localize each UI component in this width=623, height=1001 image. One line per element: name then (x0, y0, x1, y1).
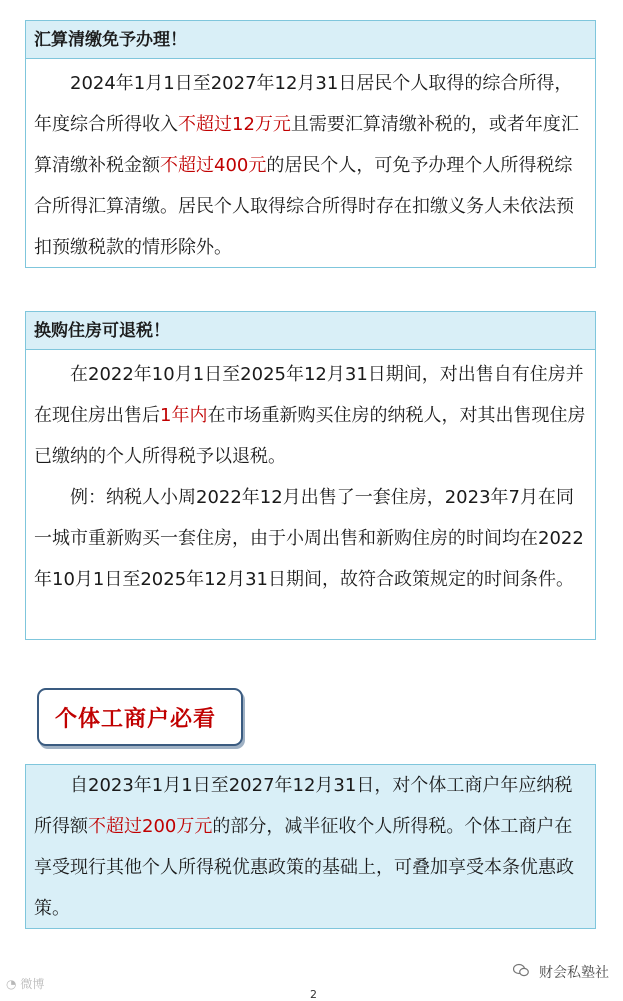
wechat-icon (513, 963, 529, 981)
text-run: 自2023年1月1日至2027年12月31日，对个体工商户年应纳税所得额 (34, 775, 573, 837)
watermark-right-text: 财会私塾社 (539, 965, 609, 981)
section-individual-business (25, 764, 596, 929)
section-housing-refund (25, 311, 596, 640)
watermark-right (513, 962, 609, 982)
section-body (26, 765, 595, 929)
weibo-icon: ◔ (6, 977, 17, 991)
badge-label: 个体工商户必看 (55, 707, 217, 732)
paragraph (34, 63, 587, 268)
text-run: 的部分，减半征收个人所得税。个体工商户在享受现行其他个人所得税优惠政策的基础上，可叠加享受本条优惠政策。 (34, 816, 574, 919)
highlight-text: 1年内 (160, 405, 208, 426)
paragraph (34, 354, 587, 477)
paragraph (34, 765, 587, 929)
highlight-text: 不超过12万元 (178, 114, 291, 135)
watermark-left (6, 975, 44, 992)
section-title: 汇算清缴免予办理！ (26, 21, 595, 59)
watermark-left-text: 微博 (20, 977, 45, 991)
example-paragraph: 例：纳税人小周2022年12月出售了一套住房，2023年7月在同一城市重新购买一套住房，由于小周出售和新购住房的时间均在2022年10月1日至2025年12月31日期间，故符合政策规定的时间条件。 (34, 487, 584, 590)
text-run: 的居民个人，可免予办理个人所得税综合所得汇算清缴。居民个人取得综合所得时存在扣缴义务人未依法预扣预缴税款的情形除外。 (34, 155, 574, 258)
page-number: 2 (310, 988, 317, 1001)
section-tax-settlement (25, 20, 596, 268)
text-run: 在2022年10月1日至2025年12月31日期间，对出售自有住房并在现住房出售后 (34, 364, 584, 426)
highlight-text: 不超过400元 (160, 155, 267, 176)
section-badge (37, 688, 243, 746)
text-run: 且需要汇算清缴补税的，或者年度汇算清缴补税金额 (34, 114, 579, 176)
text-run: 在市场重新购买住房的纳税人，对其出售现住房已缴纳的个人所得税予以退税。 (34, 405, 586, 467)
highlight-text: 不超过200万元 (88, 816, 213, 837)
section-title: 换购住房可退税！ (26, 312, 595, 350)
text-run: 2024年1月1日至2027年12月31日居民个人取得的综合所得，年度综合所得收入 (34, 73, 573, 135)
section-body (26, 350, 595, 600)
section-body (26, 59, 595, 268)
